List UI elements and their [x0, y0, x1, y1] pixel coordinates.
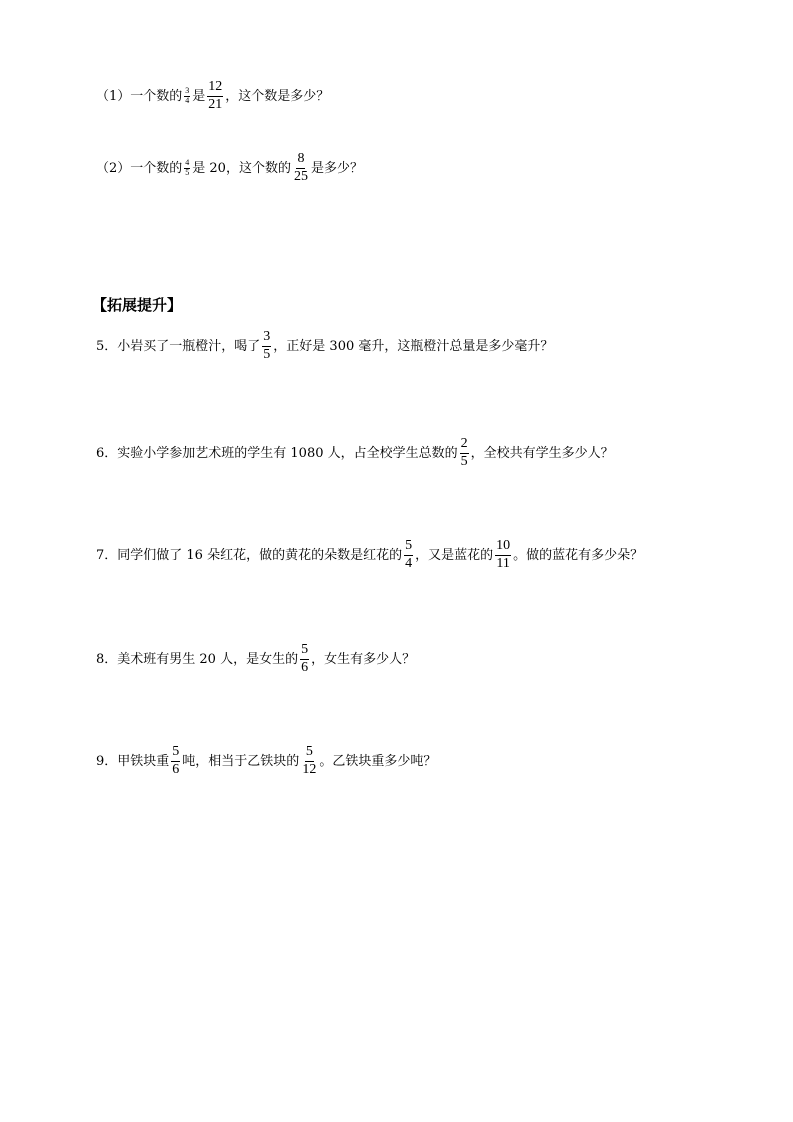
- fraction-numerator: 3: [185, 86, 190, 96]
- problem-text: 甲铁块重: [117, 753, 170, 769]
- problem-text: 小岩买了一瓶橙汁，喝了: [117, 338, 261, 354]
- fraction-denominator: 11: [496, 555, 510, 571]
- problem-text: ，女生有多少人？: [311, 651, 416, 667]
- sub-question-2-fraction-1: [184, 159, 190, 177]
- fraction-numerator: 10: [495, 539, 511, 556]
- problem-text: ，全校共有学生多少人？: [470, 445, 614, 461]
- problem-text: 实验小学参加艺术班的学生有 1080 人，占全校学生总数的: [117, 445, 458, 461]
- problem-text: 美术班有男生 20 人，是女生的: [117, 651, 299, 667]
- fraction-numerator: 8: [296, 152, 305, 169]
- fraction-numerator: 2: [460, 437, 469, 454]
- problem-text: ，又是蓝花的: [415, 547, 494, 563]
- problem-5: [96, 330, 553, 362]
- fraction-numerator: 5: [305, 745, 314, 762]
- fraction-denominator: 5: [263, 346, 271, 362]
- problem-number: 5．: [96, 338, 118, 354]
- fraction-denominator: 25: [293, 168, 308, 184]
- sub-question-2-prefix: （2）一个数的: [96, 160, 183, 176]
- fraction-denominator: 6: [301, 659, 309, 675]
- fraction-denominator: 5: [460, 453, 468, 469]
- problem-number: 9．: [96, 753, 118, 769]
- sub-question-2-mid: 是 20，这个数的: [192, 160, 291, 176]
- sub-question-1: [96, 80, 329, 112]
- problem-7-fraction-2: [495, 539, 511, 571]
- fraction-numerator: 5: [300, 643, 309, 660]
- problem-text: 。做的蓝花有多少朵？: [513, 547, 644, 563]
- problem-number: 6．: [96, 445, 118, 461]
- fraction-denominator: 6: [172, 761, 180, 777]
- problem-8-fraction: [300, 643, 309, 675]
- problem-6-fraction: [460, 437, 469, 469]
- fraction-numerator: 5: [404, 539, 413, 556]
- problem-5-fraction: [262, 330, 271, 362]
- sub-question-1-fraction-2: [207, 80, 223, 112]
- fraction-numerator: 4: [185, 158, 190, 168]
- problem-7: [96, 539, 643, 571]
- sub-question-1-mid: 是: [192, 88, 206, 104]
- section-title: 【拓展提升】: [92, 296, 183, 314]
- problem-number: 8．: [96, 651, 118, 667]
- problem-8: [96, 643, 415, 675]
- sub-question-1-suffix: ，这个数是多少？: [225, 88, 330, 104]
- problem-number: 7．: [96, 547, 118, 563]
- fraction-denominator: 12: [302, 761, 317, 777]
- sub-question-2-suffix: 是多少？: [310, 160, 363, 176]
- fraction-denominator: 5: [185, 167, 190, 177]
- sub-question-2-fraction-2: [293, 152, 309, 184]
- sub-question-2: [96, 152, 363, 184]
- fraction-numerator: 5: [171, 745, 180, 762]
- problem-6: [96, 437, 614, 469]
- problem-9-fraction-1: [171, 745, 180, 777]
- fraction-denominator: 4: [185, 95, 190, 105]
- sub-question-1-fraction-1: [184, 87, 190, 105]
- problem-text: 同学们做了 16 朵红花，做的黄花的朵数是红花的: [117, 547, 403, 563]
- problem-text: 。乙铁块重多少吨？: [319, 753, 437, 769]
- problem-text: ，正好是 300 毫升，这瓶橙汁总量是多少毫升？: [273, 338, 554, 354]
- fraction-denominator: 4: [405, 555, 413, 571]
- sub-question-1-prefix: （1）一个数的: [96, 88, 183, 104]
- problem-text: 吨，相当于乙铁块的: [182, 753, 300, 769]
- fraction-denominator: 21: [208, 96, 223, 112]
- problem-7-fraction-1: [404, 539, 413, 571]
- problem-9-fraction-2: [301, 745, 317, 777]
- problem-9: [96, 745, 436, 777]
- fraction-numerator: 12: [207, 80, 223, 97]
- fraction-numerator: 3: [262, 330, 271, 347]
